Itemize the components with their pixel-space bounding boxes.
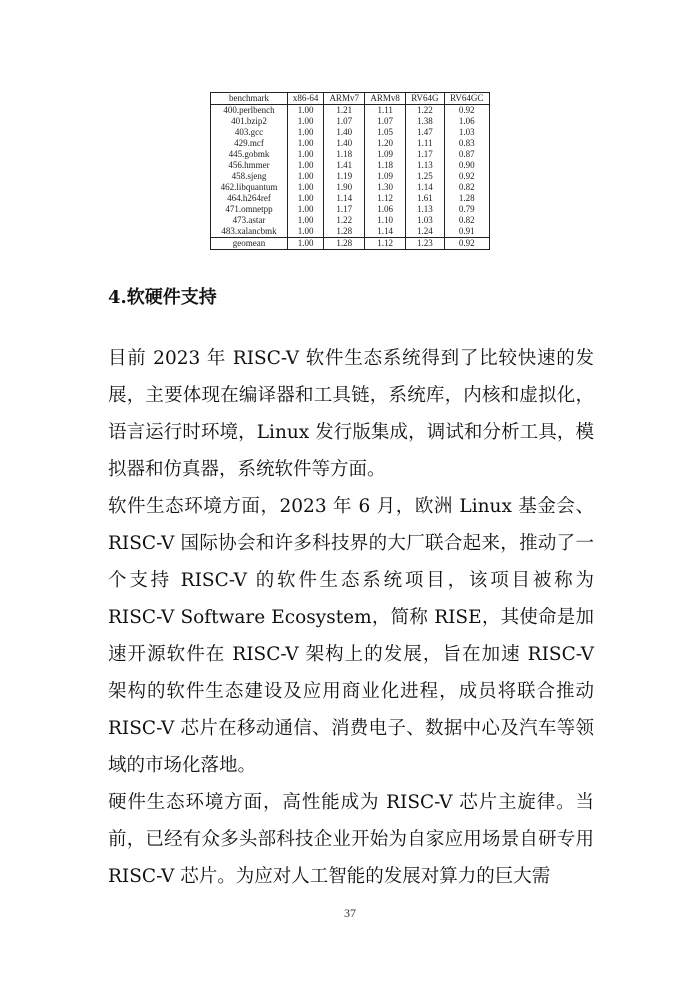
table-cell-value: 1.28 — [324, 238, 365, 250]
table-cell-value: 1.14 — [406, 182, 444, 193]
table-cell-benchmark: 458.sjeng — [211, 171, 288, 182]
table-cell-value: 1.00 — [288, 204, 324, 215]
table-cell-value: 1.00 — [288, 171, 324, 182]
table-cell-value: 0.82 — [444, 182, 490, 193]
table-body — [211, 105, 490, 250]
table-cell-benchmark: 456.hmmer — [211, 160, 288, 171]
table-row — [211, 160, 490, 171]
table-cell-value: 1.11 — [365, 105, 406, 117]
table-cell-value: 1.06 — [444, 116, 490, 127]
table-cell-value: 1.17 — [324, 204, 365, 215]
table-cell-value: 1.13 — [406, 160, 444, 171]
page-number: 37 — [344, 906, 356, 920]
table-cell-benchmark: 471.omnetpp — [211, 204, 288, 215]
table-cell-value: 1.00 — [288, 105, 324, 117]
table-row — [211, 215, 490, 226]
table-cell-value: 1.00 — [288, 160, 324, 171]
header-x86-64: x86-64 — [288, 93, 324, 105]
table-cell-value: 1.06 — [365, 204, 406, 215]
table-cell-value: 1.07 — [365, 116, 406, 127]
table-row — [211, 138, 490, 149]
table-cell-value: 1.28 — [444, 193, 490, 204]
table-cell-value: 1.12 — [365, 193, 406, 204]
paragraph-software-overview: 目前 2023 年 RISC-V 软件生态系统得到了比较快速的发展，主要体现在编译器和工具链，系统库，内核和虚拟化，语言运行时环境，Linux 发行版集成，调试和分析工具，模拟器和仿真器，系统软件等方面。 — [108, 348, 594, 480]
table-cell-value: 1.14 — [324, 193, 365, 204]
table-cell-value: 1.23 — [406, 238, 444, 250]
table-cell-value: 1.00 — [288, 127, 324, 138]
table-cell-value: 1.22 — [324, 215, 365, 226]
header-rv64gc: RV64GC — [444, 93, 490, 105]
section-heading: 4.软硬件支持 — [108, 287, 217, 308]
table-cell-value: 1.00 — [288, 238, 324, 250]
paragraph-software-ecosystem: 软件生态环境方面，2023 年 6 月，欧洲 Linux 基金会、RISC-V 国际协会和许多科技界的大厂联合起来，推动了一个支持 RISC-V 的软件生态系统项目，该项目被称为 RISC-V Software Ecosystem，简称 RISE，其使命是加速开源软件在 RISC-V 架构上的发展，旨在加速 RISC-V 架构的软件生态建设及应用商业化进程，成员将联合推动 RISC-V 芯片在移动通信、消费电子、数据中心及汽车等领域的市场化落地。 — [108, 496, 594, 776]
table-row — [211, 171, 490, 182]
table-cell-value: 1.10 — [365, 215, 406, 226]
table-cell-value: 0.83 — [444, 138, 490, 149]
table-cell-value: 1.21 — [324, 105, 365, 117]
header-armv8: ARMv8 — [365, 93, 406, 105]
table-cell-value: 1.40 — [324, 138, 365, 149]
table-cell-value: 1.40 — [324, 127, 365, 138]
table-cell-benchmark: 473.astar — [211, 215, 288, 226]
table-row — [211, 226, 490, 238]
table-cell-benchmark: 429.mcf — [211, 138, 288, 149]
table-cell-value: 1.00 — [288, 215, 324, 226]
table-cell-value: 0.87 — [444, 149, 490, 160]
benchmark-table — [210, 92, 490, 250]
table-cell-value: 1.11 — [406, 138, 444, 149]
table-cell-value: 1.17 — [406, 149, 444, 160]
table-cell-value: 1.14 — [365, 226, 406, 238]
table-cell-value: 1.00 — [288, 116, 324, 127]
table-row — [211, 127, 490, 138]
table-cell-value: 1.07 — [324, 116, 365, 127]
table-cell-value: 1.61 — [406, 193, 444, 204]
table-cell-value: 0.92 — [444, 238, 490, 250]
table-cell-benchmark: 403.gcc — [211, 127, 288, 138]
table-cell-value: 1.30 — [365, 182, 406, 193]
table-row-geomean — [211, 238, 490, 250]
table-cell-value: 1.09 — [365, 171, 406, 182]
table-cell-benchmark: 400.perlbench — [211, 105, 288, 117]
table-cell-value: 0.92 — [444, 171, 490, 182]
table-cell-benchmark: geomean — [211, 238, 288, 250]
table-cell-value: 1.28 — [324, 226, 365, 238]
header-rv64g: RV64G — [406, 93, 444, 105]
table-cell-value: 1.18 — [324, 149, 365, 160]
table-row — [211, 182, 490, 193]
table-cell-value: 1.18 — [365, 160, 406, 171]
paragraph-hardware-ecosystem: 硬件生态环境方面，高性能成为 RISC-V 芯片主旋律。当前，已经有众多头部科技企业开始为自家应用场景自研专用 RISC-V 芯片。为应对人工智能的发展对算力的巨大需 — [108, 792, 594, 887]
table-cell-value: 0.79 — [444, 204, 490, 215]
table-cell-value: 1.20 — [365, 138, 406, 149]
table-cell-benchmark: 401.bzip2 — [211, 116, 288, 127]
table-row — [211, 204, 490, 215]
table-cell-benchmark: 464.h264ref — [211, 193, 288, 204]
header-benchmark: benchmark — [211, 93, 288, 105]
table-cell-value: 1.24 — [406, 226, 444, 238]
table-cell-value: 1.05 — [365, 127, 406, 138]
table-cell-value: 1.12 — [365, 238, 406, 250]
table-cell-value: 1.09 — [365, 149, 406, 160]
table-cell-value: 1.03 — [406, 215, 444, 226]
table-cell-value: 1.00 — [288, 138, 324, 149]
table-cell-value: 0.92 — [444, 105, 490, 117]
table-cell-benchmark: 445.gobmk — [211, 149, 288, 160]
table-cell-value: 1.03 — [444, 127, 490, 138]
table-cell-value: 1.47 — [406, 127, 444, 138]
table-cell-value: 1.00 — [288, 193, 324, 204]
table-cell-value: 1.13 — [406, 204, 444, 215]
table-cell-value: 1.38 — [406, 116, 444, 127]
table-header-row — [211, 93, 490, 105]
table-cell-value: 0.90 — [444, 160, 490, 171]
table-cell-value: 1.00 — [288, 149, 324, 160]
table-cell-value: 1.25 — [406, 171, 444, 182]
table-cell-value: 1.00 — [288, 226, 324, 238]
table-cell-value: 1.00 — [288, 182, 324, 193]
table-cell-value: 1.22 — [406, 105, 444, 117]
table-cell-value: 1.19 — [324, 171, 365, 182]
table-cell-value: 0.82 — [444, 215, 490, 226]
table-row — [211, 105, 490, 117]
table-row — [211, 149, 490, 160]
table-row — [211, 193, 490, 204]
header-armv7: ARMv7 — [324, 93, 365, 105]
table-cell-value: 1.41 — [324, 160, 365, 171]
table-cell-benchmark: 462.libquantum — [211, 182, 288, 193]
table-cell-benchmark: 483.xalancbmk — [211, 226, 288, 238]
table-cell-value: 0.91 — [444, 226, 490, 238]
table-row — [211, 116, 490, 127]
table-cell-value: 1.90 — [324, 182, 365, 193]
